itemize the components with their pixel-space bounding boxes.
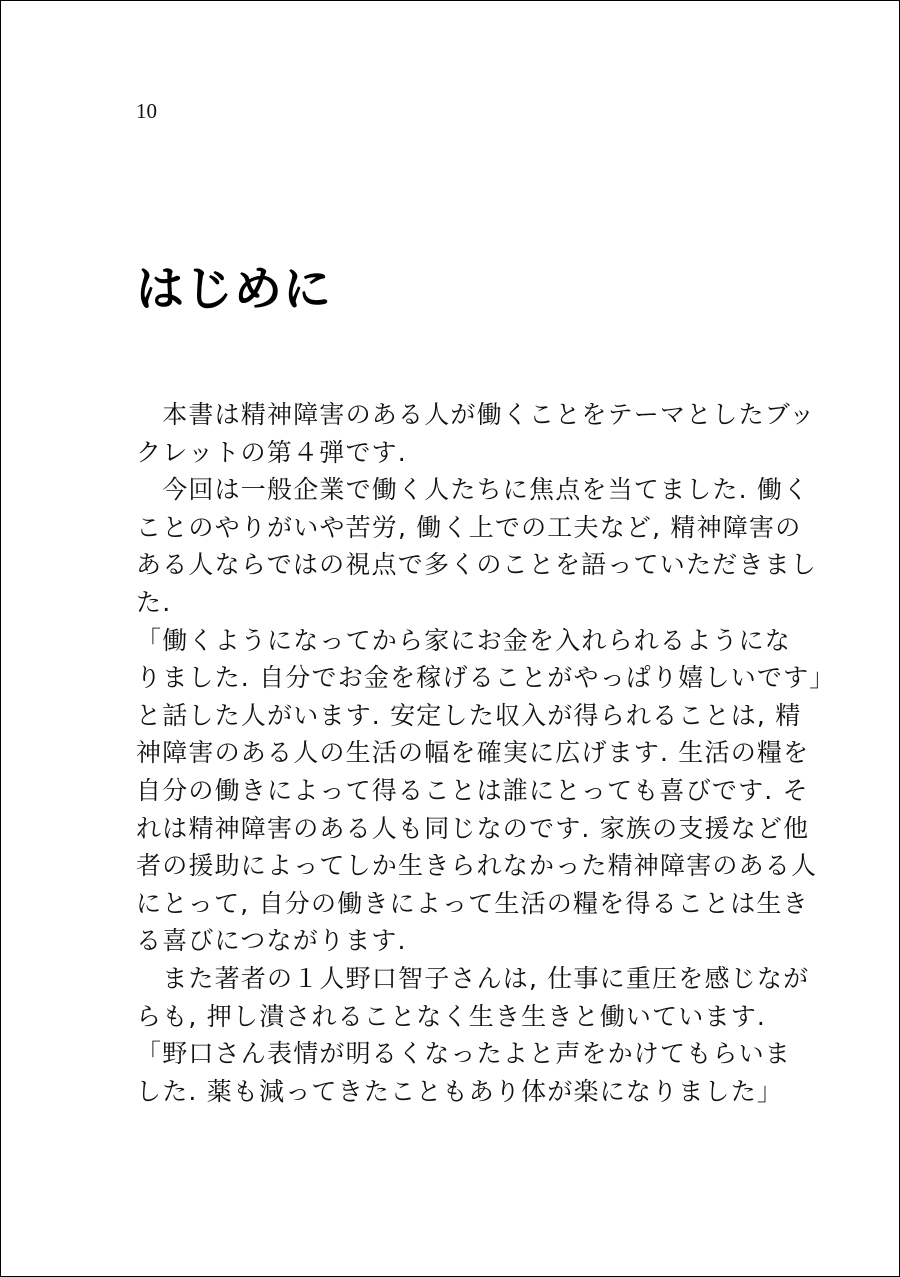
text-line: 自分の働きによって得ることは誰にとっても喜びです. そ — [136, 775, 809, 805]
text-line: した. 薬も減ってきたこともあり体が楽になりました」 — [136, 1076, 784, 1106]
text-line: にとって, 自分の働きによって生活の糧を得ることは生き — [136, 888, 809, 918]
text-line: ある人ならではの視点で多くのことを語っていただきまし — [136, 550, 817, 580]
text-line: 神障害のある人の生活の幅を確実に広げます. 生活の糧を — [136, 738, 810, 768]
text-line: クレットの第４弾です. — [136, 437, 407, 467]
text-line: りました. 自分でお金を稼げることがやっぱり嬉しいです」 — [136, 663, 836, 693]
text-line: れは精神障害のある人も同じなのです. 家族の支援など他 — [136, 813, 810, 843]
text-line: ことのやりがいや苦労, 働く上での工夫など, 精神障害の — [136, 512, 802, 542]
text-line: 「働くようになってから家にお金を入れられるようにな — [136, 625, 792, 655]
text-line: 本書は精神障害のある人が働くことをテーマとしたブッ — [136, 400, 816, 429]
text-line: た. — [136, 587, 172, 617]
page-number: 10 — [136, 99, 157, 123]
text-line: また著者の１人野口智子さんは, 仕事に重圧を感じなが — [136, 963, 810, 993]
text-line: 今回は一般企業で働く人たちに焦点を当てました. 働く — [136, 475, 810, 505]
text-line: る喜びにつながります. — [136, 926, 407, 956]
text-line: と話した人がいます. 安定した収入が得られることは, 精 — [136, 700, 802, 730]
body-text — [136, 396, 836, 1110]
text-line: らも, 押し潰されることなく生き生きと働いています. — [136, 1001, 767, 1031]
text-line: 者の援助によってしか生きられなかった精神障害のある人 — [136, 851, 818, 881]
text-line: 「野口さん表情が明るくなったよと声をかけてもらいま — [136, 1039, 792, 1069]
chapter-title: はじめに — [136, 261, 333, 317]
